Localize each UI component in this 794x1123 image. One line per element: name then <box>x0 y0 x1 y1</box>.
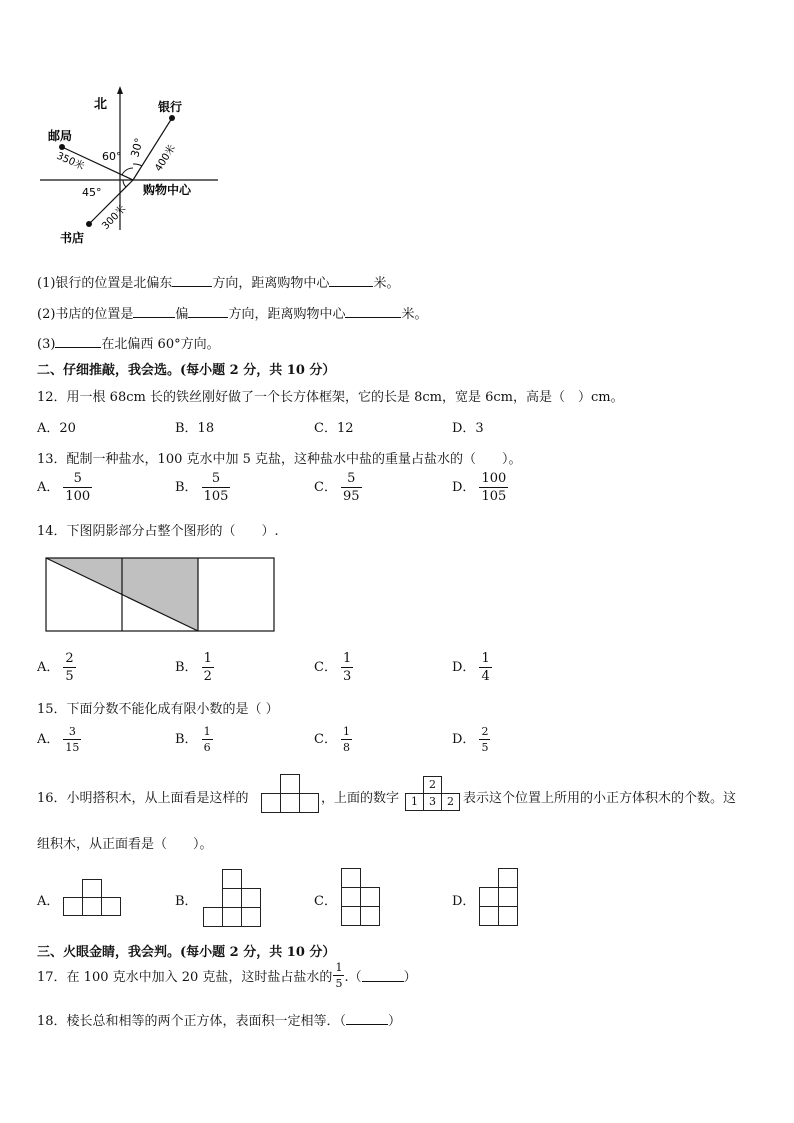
q12-stem: 12．用一根 68cm 长的铁丝刚好做了一个长方体框架，它的长是 8cm，宽是 6cm，高是（ ）cm。 <box>37 390 624 405</box>
denominator: 6 <box>203 741 211 754</box>
top-view-cell <box>261 793 281 813</box>
mall-label: 购物中心 <box>143 183 192 197</box>
front-view-cell <box>82 879 102 898</box>
q14-option-c[interactable] <box>314 652 353 683</box>
q18 <box>37 1010 401 1029</box>
front-view-cell <box>498 906 518 926</box>
front-view-cell <box>203 907 223 927</box>
section3-heading: 三、火眼金睛，我会判。(每小题 2 分，共 10 分） <box>37 945 336 960</box>
q16-part1: 16．小明搭积木，从上面看是这样的 <box>37 791 249 806</box>
q12-option-a[interactable]: A．20 <box>37 421 76 436</box>
direction-map-figure <box>38 80 238 250</box>
q12-option-c[interactable]: C．12 <box>314 421 354 436</box>
q17-paren-open: .（ <box>344 970 362 985</box>
north-label: 北 <box>94 97 108 112</box>
denominator: 15 <box>65 741 80 754</box>
q11-p2-a: (2)书店的位置是 <box>37 307 134 322</box>
denominator: 3 <box>342 669 352 684</box>
q15-stem: 15．下面分数不能化成有限小数的是（ ） <box>37 702 279 717</box>
angle-arc-45 <box>123 180 126 187</box>
q16-option-c-figure <box>341 868 381 926</box>
angle-45-label: 45° <box>82 186 102 199</box>
numerator: 2 <box>481 725 489 738</box>
post-office-label: 邮局 <box>48 129 73 143</box>
q12-option-d[interactable]: D．3 <box>452 421 484 436</box>
denominator: 105 <box>481 489 507 504</box>
option-letter: B． <box>175 732 198 747</box>
dist-400-label: 400米 <box>153 143 178 174</box>
angle-60-label: 60° <box>102 150 122 163</box>
answer-blank[interactable] <box>133 305 175 318</box>
numerator: 1 <box>342 725 350 738</box>
answer-blank[interactable] <box>188 305 228 318</box>
option-letter: A． <box>37 480 60 495</box>
q13-option-a[interactable] <box>37 472 92 503</box>
number-cell: 1 <box>405 793 424 811</box>
q11-part2 <box>37 303 427 322</box>
bookstore-label: 书店 <box>60 231 85 245</box>
q11-p2-d: 米。 <box>401 307 428 322</box>
numerator: 5 <box>202 472 231 488</box>
shaded-rectangle-figure <box>45 557 277 633</box>
front-view-cell <box>360 887 380 907</box>
denominator: 5 <box>481 741 489 754</box>
option-letter: C． <box>314 480 337 495</box>
front-view-cell <box>222 869 242 889</box>
option-letter: D． <box>452 480 476 495</box>
q13-option-b[interactable] <box>175 472 230 503</box>
number-cell: 2 <box>441 793 460 811</box>
numerator: 5 <box>341 472 362 488</box>
q17 <box>37 962 417 989</box>
option-letter: D． <box>452 732 476 747</box>
dist-350-label: 350米 <box>54 150 86 173</box>
numerator: 1 <box>203 651 212 666</box>
q16-option-a[interactable]: A． <box>37 894 60 909</box>
denominator: 95 <box>342 489 360 504</box>
angle-arc-30 <box>133 164 142 166</box>
answer-blank[interactable] <box>345 305 401 318</box>
q12-option-b[interactable]: B．18 <box>175 421 215 436</box>
q15-option-a[interactable] <box>37 726 81 753</box>
q18-paren-close: ） <box>388 1014 402 1029</box>
dist-300-label: 300米 <box>100 203 129 233</box>
numerator: 100 <box>481 471 507 486</box>
front-view-cell <box>222 907 242 927</box>
option-letter: B． <box>175 480 198 495</box>
numerator: 1 <box>335 961 343 974</box>
bookstore-point <box>86 221 92 227</box>
front-view-cell <box>498 887 518 907</box>
q16-option-a-figure <box>63 879 121 917</box>
q16-part3: 表示这个位置上所用的小正方体积木的个数。这 <box>463 791 737 806</box>
q11-p3-b: 在北偏西 60°方向。 <box>101 337 220 352</box>
answer-blank[interactable] <box>329 274 373 287</box>
q14-option-b[interactable] <box>175 652 214 683</box>
q16-option-d-figure <box>479 868 519 926</box>
front-view-cell <box>341 868 361 888</box>
q16-option-d[interactable]: D． <box>452 894 476 909</box>
q17-paren-close: ） <box>403 970 417 985</box>
section2-heading: 二、仔细推敲，我会选。(每小题 2 分，共 10 分） <box>37 363 336 378</box>
q18-stem: 18．棱长总和相等的两个正方体，表面积一定相等．（ <box>37 1014 347 1029</box>
q16-option-c[interactable]: C． <box>314 894 337 909</box>
number-cell: 2 <box>423 776 442 794</box>
top-view-cell <box>280 774 300 794</box>
option-letter: C． <box>314 660 337 675</box>
front-view-cell <box>341 887 361 907</box>
number-cell: 3 <box>423 793 442 811</box>
numerator: 1 <box>481 651 490 666</box>
answer-blank[interactable] <box>55 335 101 348</box>
numerator: 5 <box>63 472 92 488</box>
front-view-cell <box>241 888 261 908</box>
top-view-figure <box>261 774 319 814</box>
front-view-cell <box>222 888 242 908</box>
option-letter: A． <box>37 660 60 675</box>
q11-p1-a: (1)银行的位置是北偏东 <box>37 276 173 291</box>
denominator: 5 <box>65 669 74 684</box>
q15-option-d[interactable] <box>452 726 490 753</box>
q16-option-b-figure <box>203 869 261 927</box>
front-view-cell <box>82 897 102 916</box>
q16-option-b[interactable]: B． <box>175 894 198 909</box>
answer-blank[interactable] <box>346 1012 388 1025</box>
front-view-cell <box>479 906 499 926</box>
front-view-cell <box>63 897 83 916</box>
option-letter: C． <box>314 732 337 747</box>
denominator: 8 <box>342 741 350 754</box>
top-view-cell <box>280 793 300 813</box>
numerator: 1 <box>203 725 211 738</box>
front-view-cell <box>241 907 261 927</box>
option-letter: D． <box>452 660 476 675</box>
answer-blank[interactable] <box>362 969 404 982</box>
front-view-cell <box>101 897 121 916</box>
denominator: 2 <box>203 669 212 684</box>
numerator: 3 <box>63 726 81 740</box>
q13-option-c[interactable] <box>314 472 362 503</box>
denominator: 5 <box>335 977 343 990</box>
option-letter: B． <box>175 660 198 675</box>
front-view-cell <box>498 868 518 888</box>
front-view-cell <box>341 906 361 926</box>
denominator: 100 <box>65 489 91 504</box>
q13-stem: 13．配制一种盐水，100 克水中加 5 克盐，这种盐水中盐的重量占盐水的（ ）。 <box>37 452 522 467</box>
bank-label: 银行 <box>158 100 183 114</box>
q11-p1-c: 米。 <box>373 276 400 291</box>
q16-line2: 组积木，从正面看是（ ）。 <box>37 837 213 852</box>
answer-blank[interactable] <box>172 274 212 287</box>
denominator: 4 <box>481 669 490 684</box>
q13-option-d[interactable] <box>452 472 508 503</box>
q11-p3-a: (3) <box>37 337 56 352</box>
q14-option-a[interactable] <box>37 652 76 683</box>
numerator: 2 <box>65 651 74 666</box>
q16-part2: ，上面的数字 <box>321 791 400 806</box>
q15-option-b[interactable] <box>175 726 213 753</box>
denominator: 105 <box>203 489 229 504</box>
front-view-cell <box>360 906 380 926</box>
front-view-cell <box>479 887 499 907</box>
option-letter: A． <box>37 732 60 747</box>
q17-stem: 17．在 100 克水中加入 20 克盐，这时盐占盐水的 <box>37 970 333 985</box>
q14-stem: 14．下图阴影部分占整个图形的（ ）. <box>37 524 279 539</box>
angle-30-label: 30° <box>128 136 146 159</box>
bank-point <box>169 115 175 121</box>
number-grid-figure <box>405 776 461 812</box>
north-arrow-head <box>117 86 123 94</box>
q11-p2-c: 方向，距离购物中心 <box>228 307 346 322</box>
q11-p1-b: 方向，距离购物中心 <box>212 276 330 291</box>
angle-arc-60 <box>122 168 133 175</box>
post-office-point <box>59 144 65 150</box>
q14-option-d[interactable] <box>452 652 492 683</box>
q11-part1 <box>37 272 399 291</box>
q11-part3 <box>37 333 220 352</box>
top-view-cell <box>299 793 319 813</box>
numerator: 1 <box>342 651 352 666</box>
q11-p2-b: 偏 <box>175 307 189 322</box>
q15-option-c[interactable] <box>314 726 352 753</box>
